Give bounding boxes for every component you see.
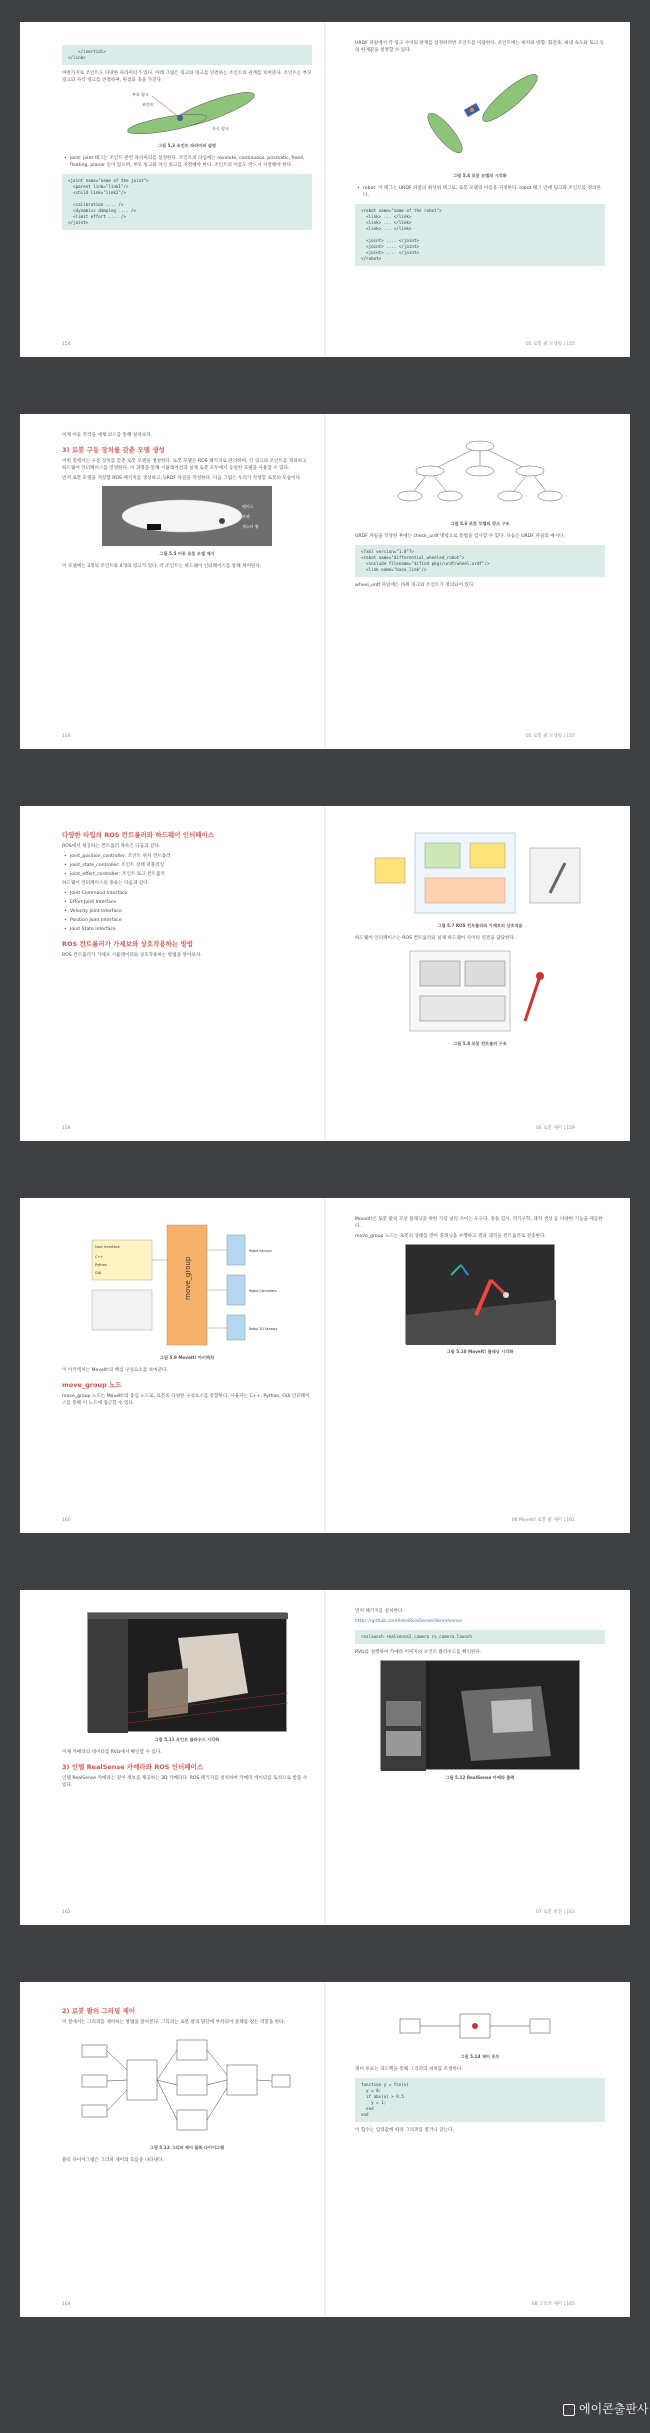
paragraph: 이제 이들 각각을 예제 코드를 통해 살펴보자.: [62, 433, 153, 438]
bullet-item: • Effort Joint Interface: [70, 899, 312, 906]
code-block: </inertial> </link>: [62, 45, 312, 65]
bullet-item: • Joint State Interface: [70, 926, 312, 933]
code-block: <?xml version="1.0"?> <robot name="differential_wheeled_robot"> <include filename="$(find pkg)/urdf/wheel.urdf"/> <link name="base_link"/>: [355, 545, 605, 577]
right-page-content: [355, 2000, 605, 2137]
gripper-block-figure: [77, 2030, 297, 2140]
paragraph: RViz를 실행하여 카메라 이미지와 포인트 클라우드를 확인한다.: [355, 1650, 482, 1655]
caption: 그림 5.9 MoveIt! 아키텍처: [159, 1355, 215, 1360]
right-page-content: [355, 1216, 605, 1361]
section-heading: ROS 컨트롤러가 가제보와 상호작용하는 방법: [62, 940, 194, 948]
spread-6: [20, 1982, 630, 2317]
paragraph: 이 아키텍처는 MoveIt!의 핵심 구성요소를 보여준다.: [62, 1368, 168, 1373]
moveit-architecture-diagram: [87, 1220, 287, 1350]
gutter: [324, 1198, 326, 1533]
diagram-center-label: move_group: [184, 1256, 192, 1300]
fig-label: 바퀴: [242, 514, 250, 519]
code-block: <joint name="name of the joint"> <parent link="link1"/> <child link="link2"/> <calibration .... /> <dynamics damping .... /> <limit effort .... /> </joint>: [62, 174, 312, 230]
caption: 그림 5.10 MoveIt! 플래닝 시각화: [446, 1349, 514, 1354]
page-header: 06 MoveIt! 로봇 팔 제어 | 161: [511, 1518, 575, 1523]
gutter: [324, 1590, 326, 1925]
diagram-label: Python: [95, 1263, 108, 1267]
code-block: roslaunch realsense2_camera rs_camera.launch: [355, 1630, 605, 1644]
diagram-label: Robot Sensors: [249, 1249, 272, 1253]
paragraph: move_group 노드는 MoveIt!의 중심 노드로, 로봇의 다양한 구성요소를 통합한다. 사용자는 C++, Python, GUI 인터페이스를 통해 이 노드에 접근할 수 있다.: [62, 1394, 310, 1406]
right-page-content: [355, 40, 605, 271]
realsense-screenshot: [380, 1660, 580, 1770]
caption: 그림 5.6 로봇 모델의 링크 구조: [450, 521, 510, 526]
page-number: 164: [62, 2302, 71, 2307]
left-page-content: [62, 824, 312, 962]
paragraph: 인텔 RealSense 카메라는 깊이 정보를 제공하는 3D 카메라다. ROS 패키지를 설치하여 카메라 데이터를 토픽으로 받을 수 있다.: [62, 1776, 308, 1788]
paragraph: wheel_urdf 파일에는 바퀴 링크와 조인트가 정의되어 있다.: [355, 583, 475, 588]
paragraph: 이 함수는 입력값에 따라 그리퍼를 열거나 닫는다.: [355, 2128, 454, 2133]
bullet-item: • joint_effort_controller: 조인트 토크 컨트롤러: [70, 871, 312, 878]
fig-label: 조인트: [142, 102, 154, 107]
page-header: 06 로봇 제어 | 159: [536, 1126, 575, 1131]
logo-icon: [563, 2404, 575, 2416]
caption: 그림 5.5 이동 로봇 모델 예시: [159, 551, 215, 556]
fig-label: 베이스: [242, 504, 254, 509]
hardware-interface-diagram: [400, 946, 560, 1036]
bullet-item: • Position Joint Interface: [70, 917, 312, 924]
right-page-content: [355, 432, 605, 592]
paragraph: 하드웨어 인터페이스의 종류는 다음과 같다.: [62, 881, 150, 886]
paragraph: URDF 파일에서 각 링크 사이의 관계를 설정하려면 조인트를 이용한다. 조인트에는 위치와 방향, 회전축, 최대 속도와 토크 등의 한계값을 설정할 수 있다.: [355, 41, 605, 53]
paragraph: 먼저 패키지를 설치한다.: [355, 1609, 404, 1614]
paragraph: 하드웨어 인터페이스는 ROS 컨트롤러와 실제 하드웨어 사이의 연결을 담당한다.: [355, 936, 516, 941]
page-header: 05 로봇 팔 모델링 | 155: [525, 342, 575, 347]
spread-4: [20, 1198, 630, 1533]
pointcloud-render: [88, 1613, 288, 1733]
robot-illustration: [102, 486, 272, 546]
spread-1: [20, 22, 630, 357]
link-tree-figure: [380, 436, 580, 516]
caption: 그림 5.13 그리퍼 제어 블록 다이어그램: [149, 2145, 225, 2150]
paragraph: 이 모델에는 3개의 조인트와 4개의 링크가 있다. 각 조인트는 하드웨어 인터페이스를 통해 제어된다.: [62, 564, 262, 569]
paragraph: 이 절에서는 그리퍼를 제어하는 방법을 알아본다. 그리퍼는 로봇 팔의 말단에 부착되어 물체를 집는 역할을 한다.: [62, 2020, 286, 2025]
bullet-item: • Joint Command Interface: [70, 890, 312, 897]
moveit-screenshot: [405, 1244, 555, 1344]
paragraph: URDF 파일을 작성한 후에는 check_urdf 명령으로 문법을 검사할 수 있다. 다음은 URDF 파일의 예시다.: [355, 534, 565, 539]
code-block: <robot name="name of the robot"> <link> ... </link> <link> ... </link> <link> ... </link> <joint> .... </joint> <joint> .... </joint> <joint> .... </joint> </robot>: [355, 204, 605, 266]
joint-diagram: [112, 88, 262, 138]
caption: 그림 5.7 ROS 컨트롤러와 가제보의 상호작용: [437, 923, 523, 928]
page-number: 160: [62, 1518, 71, 1523]
section-heading: 2) 로봇 팔의 그리핑 제어: [62, 2007, 136, 2015]
bullet-item: • joint: joint 태그는 조인트 관련 파라미터를 설정한다. 조인트의 타입에는 revolute, continuous, prismatic, fixed, floating, planar 등이 있으며, 부모 링크와 자식 링크를 지정해야 한다. 조인트의 이름도 반드시 지정해야 한다.: [70, 155, 312, 169]
diagram-label: User Interface: [95, 1245, 120, 1249]
left-page-content: [62, 1216, 312, 1410]
caption: 그림 5.3 조인트 파라미터 설명: [158, 143, 216, 148]
left-page-content: [62, 40, 312, 235]
bullet-item: • joint_state_controller: 조인트 상태 퍼블리싱: [70, 862, 312, 869]
diagram-label: GUI: [95, 1271, 102, 1275]
bullet-item: • robot: 이 태그는 URDF 파일의 최상위 태그로, 로봇 모델의 이름을 지정한다. robot 태그 안에 링크와 조인트를 정의한다.: [363, 185, 605, 199]
caption: 그림 5.14 제어 루프: [460, 2054, 500, 2059]
page-number: 154: [62, 342, 71, 347]
moveit-architecture-figure: [87, 1220, 287, 1350]
paragraph: ROS에서 제공하는 컨트롤러 목록은 다음과 같다.: [62, 844, 161, 849]
controller-diagram: [370, 828, 590, 918]
spread-5: [20, 1590, 630, 1925]
caption: 그림 5.8 로봇 컨트롤러 구조: [453, 1041, 507, 1046]
paragraph: 이제 카메라의 데이터를 RViz에서 확인할 수 있다.: [62, 1750, 162, 1755]
right-page-content: [355, 824, 605, 1053]
paragraph: ROS 컨트롤러가 가제보 시뮬레이터와 상호작용하는 방법을 알아보자.: [62, 953, 202, 958]
robot-model-figure: [405, 58, 555, 168]
paragraph: 먼저 로봇 모델을 저장할 ROS 패키지를 생성하고, URDF 파일을 작성한다. 다음 그림은 우리가 작성할 로봇의 모습이다.: [62, 476, 302, 481]
caption: 그림 5.11 포인트 클라우드 시각화: [154, 1737, 220, 1742]
caption: 그림 5.4 로봇 모델의 시각화: [453, 173, 507, 178]
logo-text: 에이콘출판사: [579, 2402, 649, 2416]
diagram-label: C++: [95, 1255, 104, 1259]
spread-3: [20, 806, 630, 1141]
section-heading: move_group 노드: [62, 1381, 122, 1389]
realsense-render: [381, 1661, 581, 1771]
paragraph: 이번 절에서는 구동 장치를 갖춘 로봇 모델을 생성한다. 로봇 모델은 ROS 패키지로 관리하며, 각 링크와 조인트를 정의하고 하드웨어 인터페이스를 연결한다. 이 과정을 통해 시뮬레이션과 실제 로봇 모두에서 동일한 모델을 사용할 수 있다.: [62, 459, 307, 471]
robot-model-diagram: [405, 58, 555, 168]
publisher-logo: [563, 2400, 649, 2417]
paragraph: 제어 루프는 피드백을 통해 그리퍼의 위치를 조정한다.: [355, 2067, 463, 2072]
page-number: 156: [62, 734, 71, 739]
pointcloud-screenshot: [87, 1612, 287, 1732]
bullet-item: • joint_position_controller: 조인트 위치 컨트롤러: [70, 853, 312, 860]
gripper-block-diagram: [77, 2030, 297, 2140]
caption: 그림 5.12 RealSense 카메라 출력: [445, 1775, 515, 1780]
paragraph: MoveIt!은 로봇 팔의 모션 플래닝을 위한 가장 널리 쓰이는 도구다. 충돌 검사, 역기구학, 궤적 생성 등 다양한 기능을 제공한다.: [355, 1217, 603, 1229]
bullet-item: • Velocity Joint Interface: [70, 908, 312, 915]
controller-figure: [370, 828, 590, 918]
control-loop-figure: [390, 2004, 570, 2049]
paragraph: 블록 다이어그램은 그리퍼 제어의 흐름을 나타낸다.: [62, 2158, 164, 2163]
diagram-label: Robot 3D Sensors: [249, 1327, 278, 1331]
section-heading: 다양한 타입의 ROS 컨트롤러와 하드웨어 인터페이스: [62, 831, 215, 839]
link-tree-diagram: [380, 436, 580, 516]
joint-figure: [112, 88, 262, 138]
page-number: 158: [62, 1126, 71, 1131]
page-number: 162: [62, 1910, 71, 1915]
paragraph: move_group 노드는 로봇의 상태를 받아 플래닝을 수행하고 결과 궤적을 컨트롤러로 전송한다.: [355, 1234, 546, 1239]
left-page-content: [62, 1608, 312, 1792]
left-page-content: [62, 2000, 312, 2167]
hardware-interface-figure: [400, 946, 560, 1036]
fig-label: 부모 링크: [132, 92, 149, 97]
page-header: 08 그리퍼 제어 | 165: [531, 2302, 575, 2307]
page-header: 07 로봇 비전 | 163: [536, 1910, 575, 1915]
paragraph: 마찬가지로 조인트도 다양한 파라미터가 있다. 아래 그림은 링크와 링크를 연결하는 조인트의 관계를 보여준다. 조인트는 부모 링크와 자식 링크를 연결하며, 원점과 축을 가진다.: [62, 71, 312, 83]
page-header: 05 로봇 팔 모델링 | 157: [525, 734, 575, 739]
right-page-content: [355, 1608, 605, 1787]
fig-label: 캐스터 휠: [242, 524, 259, 529]
gutter: [324, 414, 326, 749]
gutter: [324, 806, 326, 1141]
fig-label: 자식 링크: [212, 126, 229, 131]
gutter: [324, 22, 326, 357]
control-loop-diagram: [390, 2004, 570, 2049]
section-heading: 3) 인텔 RealSense 카메라와 ROS 인터페이스: [62, 1763, 204, 1771]
section-heading: 3) 로봇 구동 장치를 갖춘 모델 생성: [62, 446, 165, 454]
robot-figure: [102, 486, 272, 546]
spread-2: [20, 414, 630, 749]
moveit-render: [406, 1245, 556, 1345]
code-block: function y = fcn(u) y = 0; if abs(u) > 0.5 y = 1; end end: [355, 2078, 605, 2122]
left-page-content: [62, 432, 312, 573]
gutter: [324, 1982, 326, 2317]
link-text[interactable]: https://github.com/IntelRealSense/librealsense: [355, 1619, 463, 1624]
diagram-label: Robot Controllers: [249, 1289, 277, 1293]
